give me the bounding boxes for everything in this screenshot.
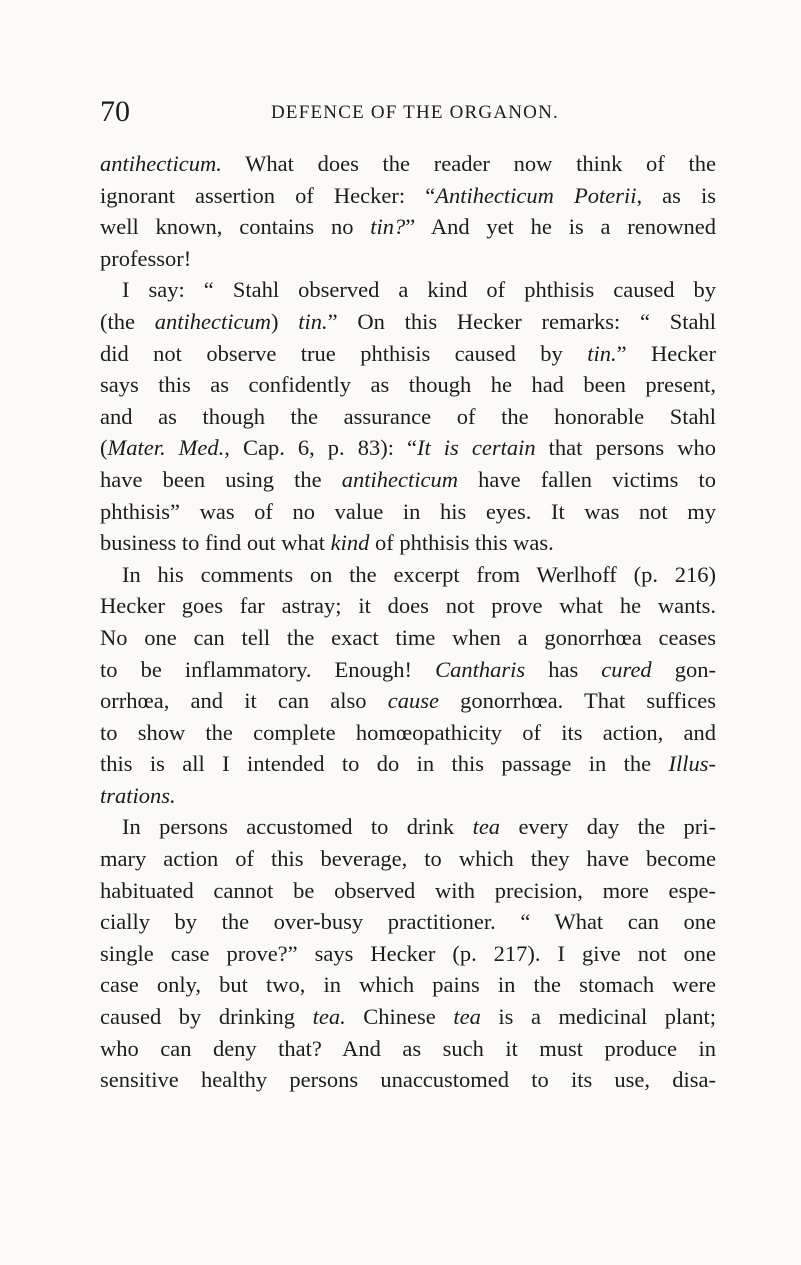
italic-text: tin. [298, 308, 328, 334]
text-line [100, 685, 716, 717]
text-line [100, 622, 716, 654]
text-line [100, 369, 716, 401]
italic-text: tea [472, 814, 501, 840]
text-segment: ” Hecker [616, 340, 716, 366]
text-segment: No one can tell the exact time when a gonorrhœa ceases [100, 624, 716, 650]
text-segment: ) [270, 308, 299, 334]
italic-text: antihecticum [341, 466, 458, 492]
italic-text: It is certain [417, 435, 536, 461]
text-segment: , Cap. 6, p. 83): “ [224, 435, 418, 461]
italic-text: antihecticum [154, 308, 271, 334]
text-line [100, 243, 716, 275]
text-segment: I say: “ Stahl observed a kind of phthisis caused by [122, 277, 716, 303]
text-segment: , as is [636, 182, 717, 208]
text-segment: of phthisis this was. [369, 530, 554, 556]
text-line [100, 654, 716, 686]
text-line [100, 875, 716, 907]
text-segment: who can deny that? And as such it must produce in [100, 1035, 716, 1061]
text-segment: case only, but two, in which pains in the stomach were [100, 972, 716, 998]
text-segment: well known, contains no [100, 214, 371, 240]
italic-text: cause [387, 688, 439, 714]
text-line [100, 590, 716, 622]
text-segment: In his comments on the excerpt from Werlhoff (p. 216) [122, 561, 716, 587]
text-segment: business to find out what [100, 530, 331, 556]
text-segment: (the [100, 308, 155, 334]
text-segment: ignorant assertion of Hecker: “ [100, 182, 436, 208]
text-segment: this is all I intended to do in this passage in the [100, 751, 669, 777]
text-line [100, 559, 716, 591]
text-line [100, 401, 716, 433]
italic-text: Illus- [668, 751, 716, 777]
text-segment: Hecker goes far astray; it does not prove what he wants. [100, 593, 716, 619]
text-segment: have been using the [100, 466, 342, 492]
text-line [100, 211, 716, 243]
text-segment: is a medicinal plant; [480, 1004, 716, 1030]
text-segment: to show the complete homœopathicity of its action, and [100, 719, 716, 745]
text-segment: Chinese [345, 1004, 454, 1030]
text-segment: ” And yet he is a renowned [405, 214, 716, 240]
text-segment: sensitive healthy persons unaccustomed to its use, disa- [100, 1067, 716, 1093]
text-line [100, 906, 716, 938]
text-line [100, 1033, 716, 1065]
text-segment: habituated cannot be observed with precision, more espe- [100, 877, 716, 903]
text-segment: In persons accustomed to drink [122, 814, 473, 840]
body-text [100, 148, 716, 1096]
italic-text: antihecticum. [100, 151, 222, 176]
text-line [100, 464, 716, 496]
text-segment: professor! [100, 245, 192, 271]
text-segment: gonorrhœa. That suffices [438, 688, 716, 714]
text-line [100, 148, 716, 180]
text-line [100, 811, 716, 843]
text-line [100, 180, 716, 212]
page-number: 70 [100, 95, 130, 128]
text-segment: caused by drinking [100, 1004, 313, 1030]
text-segment: every day the pri- [500, 814, 716, 840]
italic-text: cured [601, 656, 652, 682]
italic-text: Antihecticum Poterii [435, 182, 637, 208]
text-segment: has [525, 656, 602, 682]
text-line [100, 306, 716, 338]
text-segment: did not observe true phthisis caused by [100, 340, 588, 366]
text-segment: single case prove?” says Hecker (p. 217). I give not one [100, 940, 716, 966]
running-head-title: DEFENCE OF THE ORGANON. [271, 102, 559, 123]
italic-text: tin? [370, 214, 406, 240]
text-segment: phthisis” was of no value in his eyes. It was not my [100, 498, 716, 524]
italic-text: tin. [587, 340, 617, 366]
text-line [100, 717, 716, 749]
text-line [100, 938, 716, 970]
text-line [100, 274, 716, 306]
text-line [100, 780, 716, 812]
italic-text: kind [330, 530, 370, 556]
italic-text: trations. [100, 782, 176, 808]
text-segment: orrhœa, and it can also [100, 688, 388, 714]
text-segment: says this as confidently as though he had been present, [100, 372, 716, 398]
text-segment: cially by the over-busy practitioner. “ What can one [100, 909, 716, 935]
text-line [100, 1001, 716, 1033]
italic-text: Cantharis [435, 656, 526, 682]
text-segment: that persons who [535, 435, 716, 461]
text-segment: have fallen victims to [457, 466, 716, 492]
text-segment: mary action of this beverage, to which they have become [100, 846, 716, 872]
text-line [100, 843, 716, 875]
text-segment: What does the reader now think of the [221, 151, 716, 176]
text-line [100, 432, 716, 464]
text-segment: and as though the assurance of the honorable Stahl [100, 403, 716, 429]
text-line [100, 748, 716, 780]
text-segment: to be inflammatory. Enough! [100, 656, 436, 682]
italic-text: tea. [312, 1004, 346, 1030]
text-line [100, 338, 716, 370]
text-line [100, 1064, 716, 1096]
italic-text: Mater. Med. [107, 435, 225, 461]
text-line [100, 527, 716, 559]
text-line [100, 496, 716, 528]
text-segment: ( [100, 435, 108, 461]
text-line [100, 969, 716, 1001]
running-head [100, 92, 720, 132]
text-segment: gon- [651, 656, 716, 682]
italic-text: tea [453, 1004, 481, 1030]
text-segment: ” On this Hecker remarks: “ Stahl [327, 308, 716, 334]
